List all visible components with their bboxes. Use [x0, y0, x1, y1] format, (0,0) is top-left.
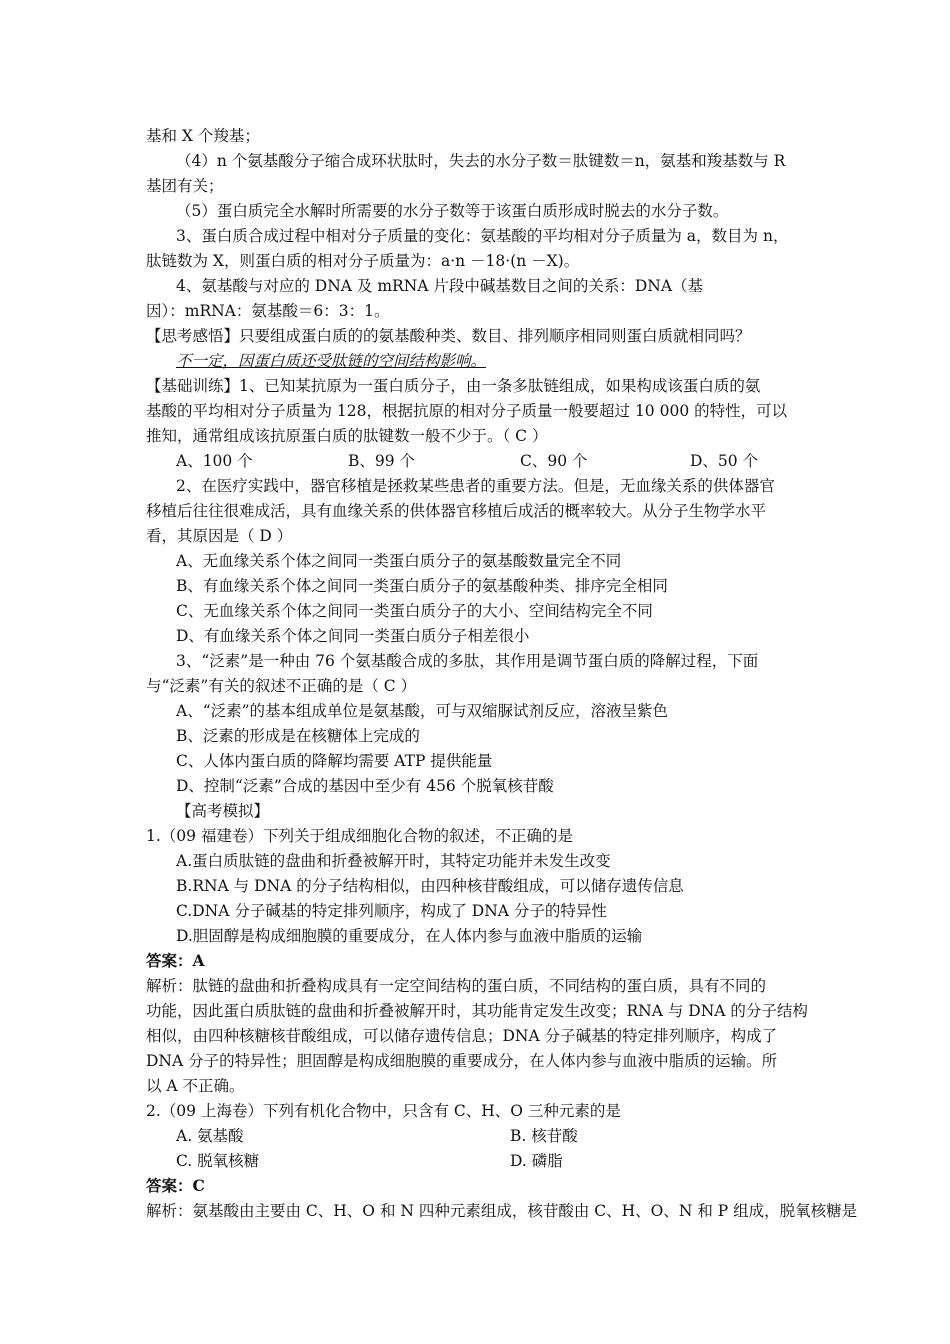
- option: A、“泛素”的基本组成单位是氨基酸，可与双缩脲试剂反应，溶液呈紫色: [176, 702, 669, 720]
- explanation-line: DNA 分子的特异性；胆固醇是构成细胞膜的重要成分，在人体内参与血液中脂质的运输。所: [146, 1052, 778, 1070]
- explanation-line: 功能，因此蛋白质肽链的盘曲和折叠被解开时，其功能肯定发生改变；RNA 与 DNA 的分子结构: [146, 1002, 808, 1020]
- option: A、100 个: [176, 452, 253, 470]
- option: B、99 个: [348, 452, 416, 470]
- option: B、泛素的形成是在核糖体上完成的: [176, 727, 420, 745]
- option: C、无血缘关系个体之间同一类蛋白质分子的大小、空间结构完全不同: [176, 602, 653, 620]
- text-line: 移植后往往很难成活，具有血缘关系的供体器官移植后成活的概率较大。从分子生物学水平: [146, 502, 767, 520]
- text-line: 因）：mRNA：氨基酸＝6：3：1。: [146, 302, 390, 320]
- option: C、90 个: [520, 452, 588, 470]
- text-line: 与“泛素”有关的叙述不正确的是（ C ）: [146, 677, 417, 695]
- text-line: 推知，通常组成该抗原蛋白质的肽键数一般不少于。（ C ）: [146, 427, 548, 445]
- answer-line: 答案：A: [146, 951, 205, 970]
- text-line: 基团有关；: [146, 177, 224, 195]
- text-line: 3、蛋白质合成过程中相对分子质量的变化：氨基酸的平均相对分子质量为 a，数目为 n，: [176, 227, 789, 245]
- text-line: 肽链数为 X，则蛋白质的相对分子质量为：a·n －18·(n －X)。: [146, 252, 580, 270]
- question-text: 1.（09 福建卷）下列关于组成细胞化合物的叙述，不正确的是: [146, 827, 573, 845]
- explanation-line: 解析：氨基酸由主要由 C、H、O 和 N 四种元素组成，核苷酸由 C、H、O、N 和 P 组成，脱氧核糖是: [146, 1202, 858, 1220]
- text-line: 【基础训练】1、已知某抗原为一蛋白质分子，由一条多肽链组成，如果构成该蛋白质的氨: [146, 377, 761, 395]
- option: A. 氨基酸: [176, 1127, 244, 1145]
- text-line: （4）n 个氨基酸分子缩合成环状肽时，失去的水分子数＝肽键数＝n，氨基和羧基数与 R: [176, 152, 786, 170]
- option: D.胆固醇是构成细胞膜的重要成分，在人体内参与血液中脂质的运输: [176, 927, 643, 945]
- option: D、控制“泛素”合成的基因中至少有 456 个脱氧核苷酸: [176, 777, 554, 795]
- text-line: 基和 X 个羧基；: [146, 127, 260, 145]
- option: A、无血缘关系个体之间同一类蛋白质分子的氨基酸数量完全不同: [176, 552, 622, 570]
- option: D. 磷脂: [510, 1152, 563, 1170]
- explanation-line: 相似，由四种核糖核苷酸组成，可以储存遗传信息；DNA 分子碱基的特定排列顺序，构成了: [146, 1027, 778, 1045]
- option: B、有血缘关系个体之间同一类蛋白质分子的氨基酸种类、排序完全相同: [176, 577, 668, 595]
- answer-text: 不一定，因蛋白质还受肽链的空间结构影响。: [176, 352, 487, 370]
- section-heading: 【高考模拟】: [176, 802, 270, 820]
- text-line: 2、在医疗实践中，器官移植是拯救某些患者的重要方法。但是，无血缘关系的供体器官: [176, 477, 775, 495]
- text-line: 【思考感悟】只要组成蛋白质的的氨基酸种类、数目、排列顺序相同则蛋白质就相同吗？: [146, 327, 751, 345]
- question-text: 2.（09 上海卷）下列有机化合物中，只含有 C、H、O 三种元素的是: [146, 1102, 621, 1120]
- text-line: 基酸的平均相对分子质量为 128，根据抗原的相对分子质量一般要超过 10 000 的特性，可以: [146, 402, 788, 420]
- answer-line: 答案：C: [146, 1176, 205, 1195]
- option: C、人体内蛋白质的降解均需要 ATP 提供能量: [176, 752, 493, 770]
- text-line: 4、氨基酸与对应的 DNA 及 mRNA 片段中碱基数目之间的关系：DNA（基: [176, 277, 704, 295]
- option: B. 核苷酸: [510, 1127, 578, 1145]
- text-line: 3、“泛素”是一种由 76 个氨基酸合成的多肽，其作用是调节蛋白质的降解过程，下面: [176, 652, 759, 670]
- option: B.RNA 与 DNA 的分子结构相似，由四种核苷酸组成，可以储存遗传信息: [176, 877, 684, 895]
- option: D、50 个: [690, 452, 759, 470]
- option: A.蛋白质肽链的盘曲和折叠被解开时，其特定功能并未发生改变: [176, 852, 611, 870]
- explanation-line: 以 A 不正确。: [146, 1077, 245, 1095]
- text-line: （5）蛋白质完全水解时所需要的水分子数等于该蛋白质形成时脱去的水分子数。: [176, 202, 729, 220]
- option: C. 脱氧核糖: [176, 1152, 260, 1170]
- explanation-line: 解析：肽链的盘曲和折叠构成具有一定空间结构的蛋白质，不同结构的蛋白质，具有不同的: [146, 977, 767, 995]
- option: D、有血缘关系个体之间同一类蛋白质分子相差很小: [176, 627, 530, 645]
- text-line: 看，其原因是（ D ）: [146, 527, 293, 545]
- option: C.DNA 分子碱基的特定排列顺序，构成了 DNA 分子的特异性: [176, 902, 607, 920]
